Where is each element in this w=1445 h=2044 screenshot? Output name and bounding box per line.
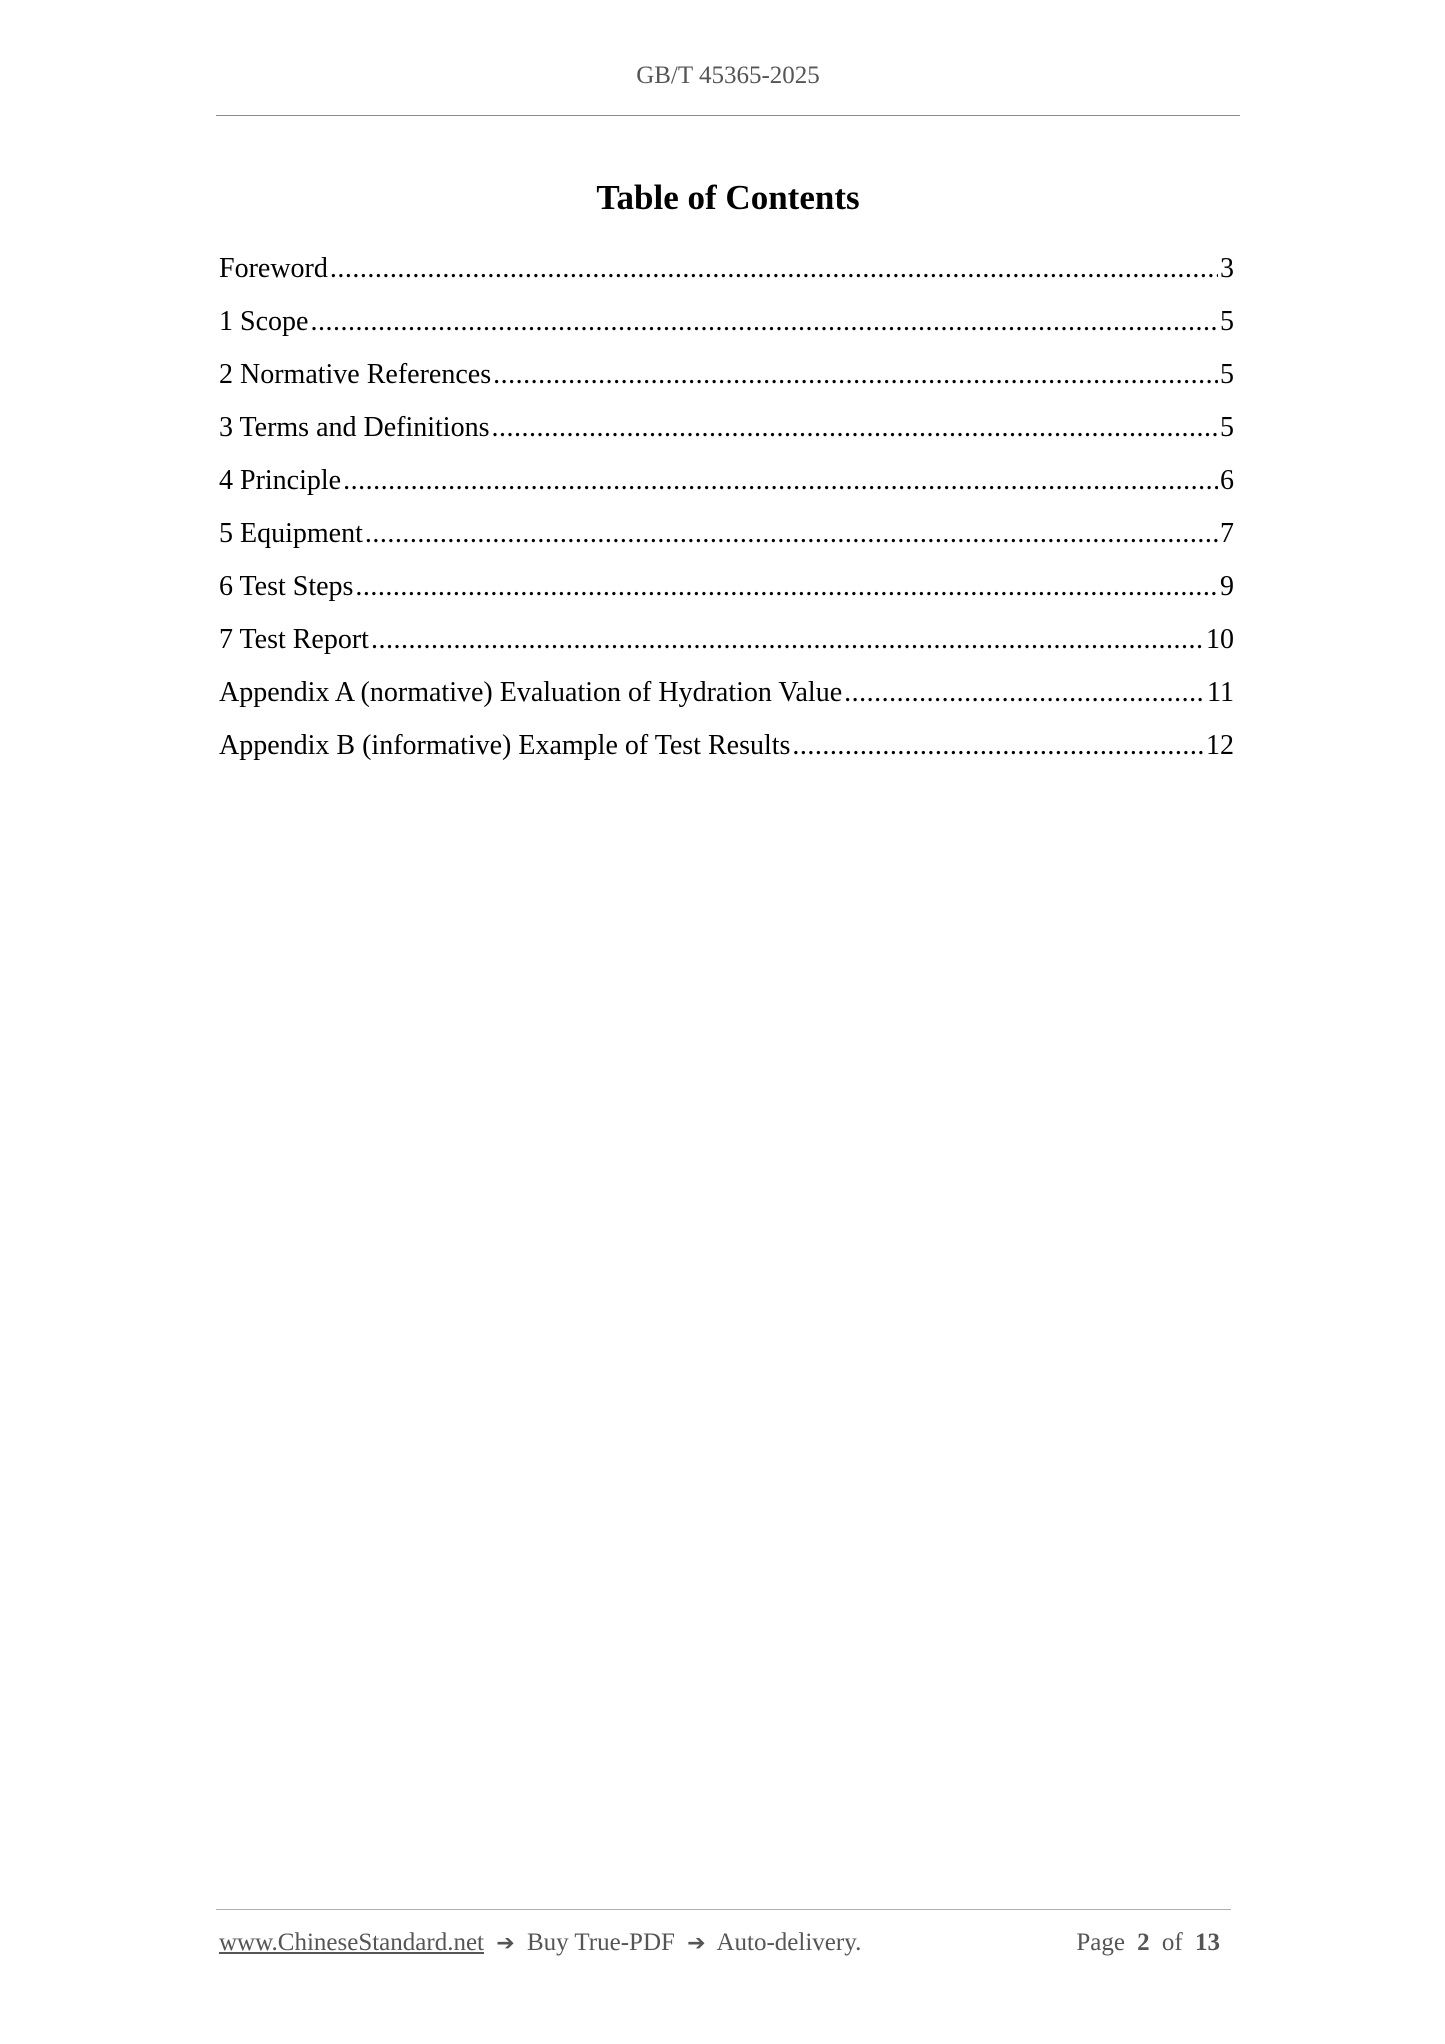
toc-entry-page: 10 [1206, 624, 1234, 655]
footer-divider [216, 1909, 1231, 1910]
toc-entry-label: 3 Terms and Definitions [219, 412, 490, 443]
toc-entry-label: Appendix A (normative) Evaluation of Hydration Value [219, 677, 843, 708]
toc-entry-foreword[interactable] [219, 253, 1234, 306]
toc-entry-page: 7 [1220, 518, 1234, 549]
running-header: GB/T 45365-2025 [636, 62, 820, 89]
toc-entry-test-steps[interactable] [219, 571, 1234, 624]
toc-entry-label: Appendix B (informative) Example of Test Results [219, 730, 791, 761]
toc-entry-label: 1 Scope [219, 306, 309, 337]
toc-entry-page: 5 [1220, 412, 1234, 443]
toc-leader-dots [371, 624, 1204, 656]
toc-leader-dots [493, 359, 1218, 391]
toc-entry-page: 11 [1207, 677, 1234, 708]
total-pages-number: 13 [1195, 1929, 1220, 1956]
toc-leader-dots [792, 730, 1204, 762]
toc-entry-appendix-a[interactable] [219, 677, 1234, 730]
toc-entry-page: 5 [1220, 306, 1234, 337]
toc-entry-appendix-b[interactable] [219, 730, 1234, 783]
toc-entry-label: 6 Test Steps [219, 571, 354, 602]
toc-list [219, 253, 1234, 783]
footer-step-delivery: Auto-delivery. [716, 1929, 862, 1956]
current-page-number: 2 [1137, 1929, 1150, 1956]
toc-entry-page: 3 [1220, 253, 1234, 284]
toc-entry-principle[interactable] [219, 465, 1234, 518]
toc-entry-label: 7 Test Report [219, 624, 369, 655]
page-indicator [1076, 1929, 1226, 1957]
of-word: of [1161, 1929, 1183, 1956]
toc-entry-page: 6 [1220, 465, 1234, 496]
toc-entry-page: 12 [1206, 730, 1234, 761]
toc-entry-page: 5 [1220, 359, 1234, 390]
toc-leader-dots [491, 412, 1218, 444]
toc-leader-dots [343, 465, 1218, 497]
arrow-right-icon: ➔ [687, 1931, 706, 1956]
toc-entry-label: 4 Principle [219, 465, 342, 496]
toc-title: Table of Contents [596, 178, 860, 217]
page-word: Page [1076, 1929, 1125, 1956]
toc-leader-dots [355, 571, 1218, 603]
arrow-right-icon: ➔ [496, 1931, 515, 1956]
toc-entry-page: 9 [1220, 571, 1234, 602]
toc-entry-equipment[interactable] [219, 518, 1234, 571]
toc-leader-dots [365, 518, 1218, 550]
toc-leader-dots [330, 253, 1218, 285]
header-divider [216, 115, 1240, 116]
toc-entry-label: Foreword [219, 253, 328, 284]
toc-entry-scope[interactable] [219, 306, 1234, 359]
toc-entry-terms-and-definitions[interactable] [219, 412, 1234, 465]
toc-entry-label: 2 Normative References [219, 359, 492, 390]
site-link[interactable]: www.ChineseStandard.net [219, 1929, 484, 1956]
footer-promo [219, 1929, 861, 1957]
toc-leader-dots [310, 306, 1218, 338]
page-footer [219, 1929, 1226, 1957]
footer-step-buy: Buy True-PDF [526, 1929, 675, 1956]
toc-entry-test-report[interactable] [219, 624, 1234, 677]
toc-entry-label: 5 Equipment [219, 518, 363, 549]
toc-leader-dots [844, 677, 1205, 709]
toc-entry-normative-references[interactable] [219, 359, 1234, 412]
